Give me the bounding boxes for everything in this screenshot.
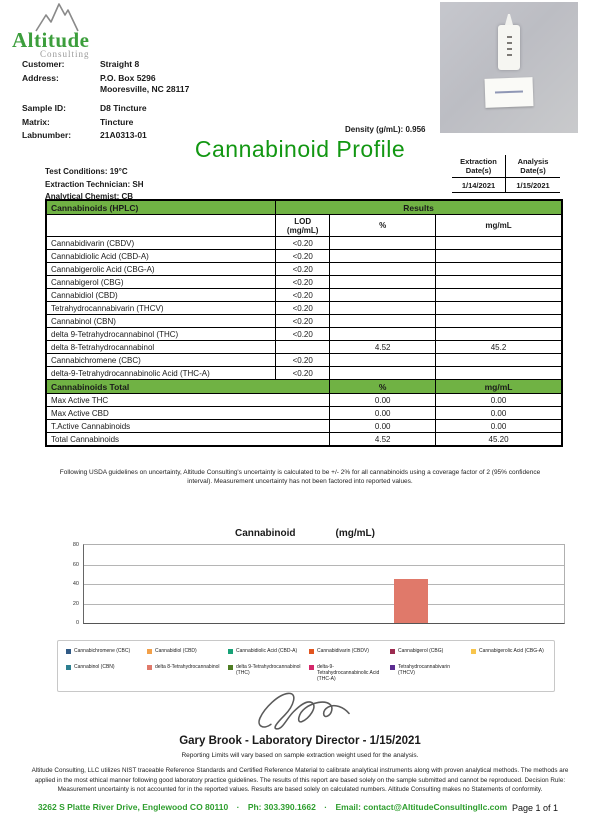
chart-bar [394, 579, 428, 623]
bottle-handwritten-label [507, 36, 512, 60]
legend-label: Cannabidiolic Acid (CBD-A) [236, 648, 298, 654]
analyte-name: Cannabigerol (CBG) [46, 276, 276, 289]
legend-label: Cannabigerolic Acid (CBG-A) [479, 648, 544, 654]
footer-dot: · [236, 802, 240, 812]
lod-value: <0.20 [276, 237, 330, 250]
table-row [46, 341, 562, 354]
y-tick-label: 40 [72, 581, 79, 587]
matrix-row [22, 117, 189, 127]
totals-section-header [46, 380, 562, 394]
y-tick-label: 80 [72, 542, 79, 548]
logo-text: Altitude [12, 28, 90, 52]
address-row [22, 73, 189, 83]
analyte-name: Cannabinol (CBN) [46, 315, 276, 328]
mgml-value [436, 263, 562, 276]
legend-swatch [390, 649, 395, 654]
cannabinoids-table [45, 199, 563, 447]
lod-value: <0.20 [276, 315, 330, 328]
total-pct-value: 4.52 [330, 433, 436, 447]
extraction-date-header: Extraction Date(s) [452, 155, 506, 177]
total-name: Total Cannabinoids [46, 433, 330, 447]
footer-dot: · [324, 802, 328, 812]
bar-slot [302, 545, 346, 623]
legend-item [390, 664, 465, 682]
column-header-lod: LOD (mg/mL) [276, 215, 330, 237]
legend-label: delta 8-Tetrahydrocannabinol [155, 664, 220, 670]
table-row [46, 237, 562, 250]
analysis-date-value: 1/15/2021 [516, 181, 550, 190]
legend-swatch [309, 665, 314, 670]
legend-item [309, 648, 384, 654]
table-row [46, 250, 562, 263]
analysis-date-header: Analysis Date(s) [517, 157, 549, 175]
analytical-chemist: Analytical Chemist: CB [45, 192, 134, 201]
legend-swatch [147, 649, 152, 654]
pct-value [330, 367, 436, 380]
table-row [46, 302, 562, 315]
table-row [46, 354, 562, 367]
extraction-technician: Extraction Technician: SH [45, 179, 144, 189]
sample-id-row [22, 103, 189, 113]
cannabinoid-chart [45, 528, 565, 628]
legend-item [66, 664, 141, 682]
legend-label: Tetrahydrocannabivarin (THCV) [398, 664, 450, 676]
table-row [46, 328, 562, 341]
address-label: Address: [22, 72, 59, 83]
mgml-value: 45.2 [436, 341, 562, 354]
results-header: Results [276, 200, 562, 215]
hplc-section-title: Cannabinoids (HPLC) [46, 200, 276, 215]
table-row [46, 367, 562, 380]
legend-label: delta-9-Tetrahydrocannabinolic Acid (THC-A) [317, 664, 380, 682]
footer-email: Email: contact@AltitudeConsultingllc.com [335, 802, 508, 812]
legend-swatch [390, 665, 395, 670]
total-mgml-value: 0.00 [436, 394, 562, 407]
total-mgml-value: 45.20 [436, 433, 562, 447]
analyte-name: delta 8-Tetrahydrocannabinol [46, 341, 276, 354]
footer-contact [0, 802, 545, 812]
total-pct-value: 0.00 [330, 394, 436, 407]
matrix-label: Matrix: [22, 116, 50, 127]
analyte-name: Tetrahydrocannabivarin (THCV) [46, 302, 276, 315]
totals-section-title: Cannabinoids Total [46, 380, 330, 394]
mgml-value [436, 315, 562, 328]
labnumber-label: Labnumber: [22, 130, 72, 140]
density-value: 0.956 [405, 125, 426, 134]
reporting-note: Reporting Limits will vary based on sample extraction weight used for the analysis. [181, 752, 419, 759]
page-title: Cannabinoid Profile [194, 136, 406, 162]
table-row [46, 407, 562, 420]
chart-legend [57, 640, 555, 692]
legend-item [309, 664, 384, 682]
table-row [46, 315, 562, 328]
footer-address: 3262 S Platte River Drive, Englewood CO 80110 [37, 802, 229, 812]
sample-id-value: D8 Tincture [100, 103, 147, 113]
table-row [46, 394, 562, 407]
legend-item [471, 648, 546, 654]
signature-block [0, 688, 600, 759]
bar-slot [215, 545, 259, 623]
matrix-value: Tincture [100, 116, 134, 127]
y-tick-label: 60 [72, 561, 79, 568]
labnumber-value: 21A0313-01 [100, 130, 147, 140]
mgml-value [436, 250, 562, 263]
analyte-name: delta-9-Tetrahydrocannabinolic Acid (THC-A) [46, 367, 276, 380]
bar-slot [346, 545, 390, 623]
lod-value: <0.20 [276, 263, 330, 276]
legend-item [147, 664, 222, 682]
total-name: T.Active Cannabinoids [46, 420, 330, 433]
total-pct-value: 0.00 [330, 407, 436, 420]
sample-photo [440, 2, 578, 133]
legend-swatch [309, 649, 314, 654]
pct-value [330, 354, 436, 367]
bar-slot [433, 545, 477, 623]
legend-swatch [66, 649, 71, 654]
total-name: Max Active THC [46, 394, 330, 407]
total-name: Max Active CBD [46, 407, 330, 420]
legend-swatch [147, 665, 152, 670]
table-row [46, 420, 562, 433]
legend-label: Cannabigerol (CBG) [398, 648, 444, 654]
signature-name-line: Gary Brook - Laboratory Director - 1/15/2021 [179, 735, 421, 747]
logo-subtext: Consulting [40, 49, 90, 59]
sample-info-block [22, 59, 189, 144]
lod-value: <0.20 [276, 328, 330, 341]
y-tick-label: 0 [75, 620, 79, 626]
legend-label: Cannabinol (CBN) [74, 664, 115, 670]
card-text-line [495, 90, 524, 93]
analyte-name: delta 9-Tetrahydrocannabinol (THC) [46, 328, 276, 341]
lod-value: <0.20 [276, 302, 330, 315]
legend-item [390, 648, 465, 654]
table-row [46, 276, 562, 289]
bar-slot [389, 545, 433, 623]
customer-row [22, 59, 189, 69]
mgml-value [436, 289, 562, 302]
analyte-name: Cannabichromene (CBC) [46, 354, 276, 367]
sample-id-label: Sample ID: [22, 103, 66, 113]
sample-bottle [498, 25, 520, 70]
legend-item [147, 648, 222, 654]
column-header-empty [46, 215, 276, 237]
disclaimer-text: Altitude Consulting, LLC utilizes NIST traceable Reference Standards and Certified Reference Material to calibrate analytical instruments along with proven analytical methods. The methods are applied in the most ethical manner following good laboratory practice guidelines. The results of this report are based solely on the sample submitted and cannot be reproduced. Decision Rule: Measurement uncertainty is not accounted for in the reported values. Results are based solely on calculated numbers. Altitude Consulting makes no Statements of conformity. [31, 767, 569, 793]
density-label: Density (g/mL): [345, 125, 404, 134]
mgml-value [436, 367, 562, 380]
bar-slot [520, 545, 564, 623]
legend-label: Cannabichromene (CBC) [74, 648, 131, 654]
pct-value [330, 289, 436, 302]
legend-swatch [228, 665, 233, 670]
extraction-date-value: 1/14/2021 [452, 178, 506, 192]
legend-item [228, 648, 303, 654]
test-conditions: Test Conditions: 19°C [45, 167, 128, 176]
legend-label: delta 9-Tetrahydrocannabinol (THC) [236, 664, 301, 676]
column-header-mgml: mg/mL [436, 215, 562, 237]
sample-card [485, 77, 534, 108]
footer-phone: Ph: 303.390.1662 [247, 802, 316, 812]
pct-value [330, 302, 436, 315]
totals-pct-header: % [330, 380, 436, 394]
lod-value [276, 341, 330, 354]
analyte-name: Cannabidiolic Acid (CBD-A) [46, 250, 276, 263]
uncertainty-note: Following USDA guidelines on uncertainty, Altitude Consulting's uncertainty is calculated to be +/- 2% for all cannabinoids using a coverage factor of 2 (95% confidence interval). Measurement uncertainty has not been factored into reported values. [59, 469, 541, 485]
bar-slot [128, 545, 172, 623]
address-line1: P.O. Box 5296 [100, 72, 156, 83]
pct-value [330, 276, 436, 289]
bar-slot [259, 545, 303, 623]
y-tick-label: 20 [72, 600, 79, 607]
bars-container [84, 545, 564, 623]
lod-value: <0.20 [276, 289, 330, 302]
analyte-name: Cannabidivarin (CBDV) [46, 237, 276, 250]
customer-label: Customer: [22, 59, 65, 69]
legend-item [228, 664, 303, 682]
hplc-section-header [46, 200, 562, 215]
lod-value: <0.20 [276, 367, 330, 380]
analyte-name: Cannabigerolic Acid (CBG-A) [46, 263, 276, 276]
legend-swatch [471, 649, 476, 654]
legend-item [66, 648, 141, 654]
legend-label: Cannabidiol (CBD) [155, 648, 197, 654]
legend-swatch [228, 649, 233, 654]
bottle-tip [505, 14, 513, 25]
mgml-value [436, 237, 562, 250]
address-line2: Mooresville, NC 28117 [100, 84, 190, 94]
y-axis [45, 542, 83, 626]
column-header-pct: % [330, 215, 436, 237]
plot-area [83, 544, 565, 624]
total-mgml-value: 0.00 [436, 407, 562, 420]
mgml-value [436, 354, 562, 367]
pct-value [330, 328, 436, 341]
density-text [345, 125, 426, 134]
legend-label: Cannabidivarin (CBDV) [317, 648, 369, 654]
table-row [46, 289, 562, 302]
table-row [46, 263, 562, 276]
pct-value: 4.52 [330, 341, 436, 354]
page-number: Page 1 of 1 [511, 803, 558, 813]
mgml-value [436, 276, 562, 289]
pct-value [330, 263, 436, 276]
total-mgml-value: 0.00 [436, 420, 562, 433]
dates-table [452, 155, 560, 193]
company-logo [12, 2, 132, 59]
bar-slot [171, 545, 215, 623]
totals-mgml-header: mg/mL [436, 380, 562, 394]
customer-value: Straight 8 [100, 59, 140, 69]
total-pct-value: 0.00 [330, 420, 436, 433]
lod-value: <0.20 [276, 276, 330, 289]
lod-value: <0.20 [276, 250, 330, 263]
chart-unit-label: (mg/mL) [335, 528, 375, 539]
bar-slot [477, 545, 521, 623]
lod-value: <0.20 [276, 354, 330, 367]
mgml-value [436, 302, 562, 315]
mgml-value [436, 328, 562, 341]
column-header-row [46, 215, 562, 237]
legend-swatch [66, 665, 71, 670]
pct-value [330, 237, 436, 250]
pct-value [330, 315, 436, 328]
analyte-name: Cannabidiol (CBD) [46, 289, 276, 302]
pct-value [330, 250, 436, 263]
conditions-block [45, 166, 144, 204]
table-row [46, 433, 562, 447]
bar-slot [84, 545, 128, 623]
signature-image [240, 688, 360, 738]
chart-title: Cannabinoid [234, 528, 296, 539]
